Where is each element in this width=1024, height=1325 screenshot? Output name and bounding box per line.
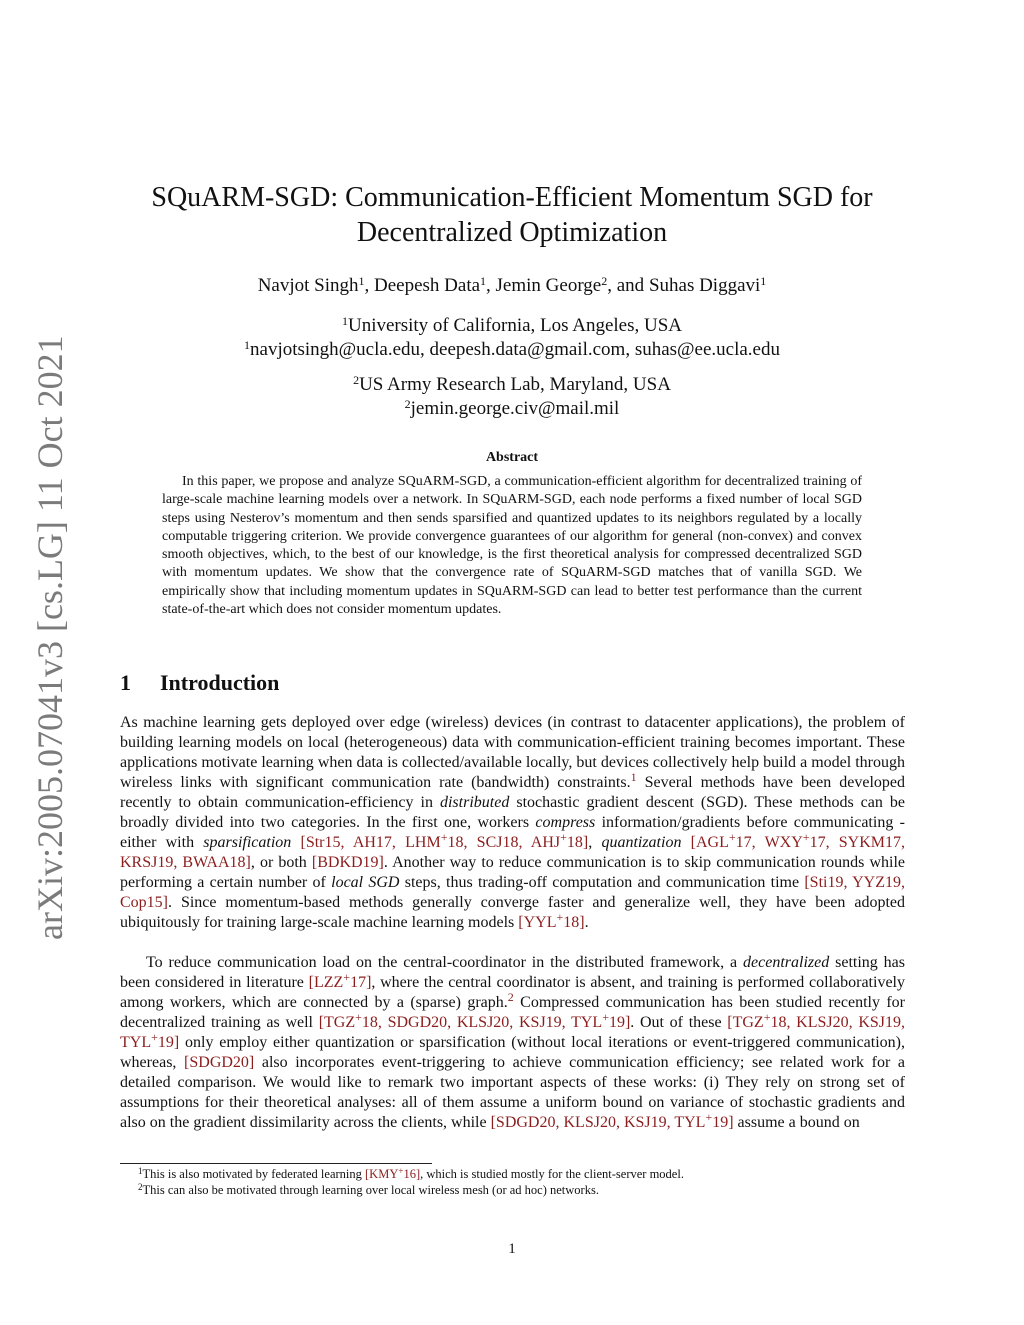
intro-paragraph-1 [120, 713, 905, 933]
affiliation-2 [100, 373, 924, 397]
body-text-run: , [588, 834, 602, 851]
author-affiliation-mark: 1 [760, 274, 767, 288]
citation-link[interactable]: 17] [350, 974, 372, 991]
author-name: Jemin George [495, 275, 602, 296]
affiliation-text: US Army Research Lab, Maryland, USA [359, 374, 671, 395]
citation-link[interactable]: + [556, 910, 564, 924]
citation-link[interactable]: 19] [157, 1034, 180, 1051]
author-name: Deepesh Data [374, 275, 481, 296]
footnote-2 [120, 1182, 905, 1198]
citation-link[interactable]: 17, WXY [735, 834, 803, 851]
citation-link[interactable]: 17, SYKM17, KRSJ19, BWAA18] [120, 834, 905, 871]
affiliation-mark: 1 [244, 338, 251, 352]
footnote-mark[interactable]: 1 [630, 770, 637, 784]
section-number: 1 [120, 670, 131, 695]
body-text-run: Compressed communication has been studied recently for decentralized training as well [120, 994, 905, 1031]
emphasis-text: sparsification [203, 834, 292, 851]
title-line-2: Decentralized Optimization [356, 217, 668, 248]
body-text-run: , or both [250, 854, 312, 871]
citation-link[interactable]: [SDGD20] [184, 1054, 255, 1071]
body-text-run: only employ either quantization or sparsification (without local iterations or event-triggered communication), whereas, [120, 1034, 905, 1071]
body-text-run: setting has been considered in literature [120, 954, 906, 991]
footnote-mark[interactable]: 2 [507, 990, 514, 1004]
emails-2 [100, 397, 924, 421]
footnote-mark: 2 [138, 1182, 143, 1192]
citation-link[interactable]: [AGL [690, 834, 729, 851]
paper-title [100, 180, 924, 250]
abstract-heading: Abstract [485, 450, 539, 465]
page-number: 1 [508, 1241, 516, 1257]
citation-link[interactable]: + [151, 1030, 158, 1044]
citation-link[interactable]: [LZZ [308, 974, 344, 991]
citation-link[interactable]: 18, KLSJ20, KSJ19, TYL [120, 1014, 905, 1051]
citation-link[interactable]: + [728, 830, 736, 844]
citation-link[interactable]: + [763, 1010, 771, 1024]
author-affiliation-mark: 1 [358, 274, 365, 288]
section-heading [120, 670, 279, 696]
affiliation-mark: 1 [341, 314, 348, 328]
body-text-run: , where the central coordinator is absent, and training is performed collaboratively among workers, which are connected by a (sparse) graph. [120, 974, 905, 1011]
arxiv-identifier-stamp: arXiv:2005.07041v3 [cs.LG] 11 Oct 2021 [30, 335, 70, 940]
citation-link[interactable]: [Str15, AH17, LHM [300, 834, 441, 851]
body-text-run: . Since momentum-based methods generally converge faster and generalize well, they have been adopted ubiquitously for training large-scale machine learning models [120, 894, 905, 931]
citation-link[interactable]: + [802, 830, 810, 844]
affiliation-text: University of California, Los Angeles, USA [347, 315, 683, 336]
body-text-run: , which is studied mostly for the client-server model. [420, 1167, 684, 1181]
title-line-1: SQuARM-SGD: Communication-Efficient Momentum SGD for [151, 182, 873, 213]
citation-link[interactable]: [SDGD20, KLSJ20, KSJ19, TYL [490, 1114, 706, 1131]
body-text-run [681, 834, 690, 851]
author-separator: , [486, 275, 496, 296]
author-name: Suhas Diggavi [648, 275, 761, 296]
body-text-run: This is also motivated by federated learning [142, 1167, 366, 1181]
emphasis-text: compress [535, 814, 596, 831]
body-text-run: . [584, 914, 589, 931]
section-title: Introduction [160, 670, 280, 695]
citation-link[interactable]: 18] [566, 834, 589, 851]
body-text-run: As machine learning gets deployed over edge (wireless) devices (in contrast to datacenter applications), the problem of building learning models on local (heterogeneous) data with communication-efficient training becomes important. These applications motivate learning when data is collected/available locally, but devices collectively help build a model through wireless links with significant communication rate (bandwidth) constraints. [120, 714, 905, 791]
emphasis-text: distributed [439, 794, 510, 811]
body-text-run: . Out of these [630, 1014, 728, 1031]
email-text: jemin.george.civ@mail.mil [410, 398, 620, 419]
citation-link[interactable]: + [560, 830, 567, 844]
author-separator: , [364, 275, 374, 296]
emphasis-text: quantization [601, 834, 682, 851]
author-affiliation-mark: 1 [480, 274, 487, 288]
emails-1 [100, 338, 924, 362]
body-text-run: This can also be motivated through learning over local wireless mesh (or ad hoc) networks. [142, 1183, 599, 1197]
citation-link[interactable]: 16] [403, 1167, 421, 1181]
body-text-run: Several methods have been developed recently to obtain communication-efficiency in [120, 774, 905, 811]
body-text-run [291, 834, 300, 851]
author-list [100, 274, 924, 298]
citation-link[interactable]: + [355, 1010, 362, 1024]
emphasis-text: local SGD [331, 874, 400, 891]
footnote-1 [120, 1166, 905, 1182]
citation-link[interactable]: [BDKD19] [311, 854, 384, 871]
citation-link[interactable]: 19] [712, 1114, 734, 1131]
citation-link[interactable]: [TGZ [318, 1014, 356, 1031]
body-text-run: steps, thus trading-off computation and communication time [399, 874, 805, 891]
citation-link[interactable]: [KMY [365, 1167, 399, 1181]
body-text-run: information/gradients before communicating - either with [120, 814, 905, 851]
affiliation-mark: 2 [404, 397, 411, 411]
intro-paragraph-2 [120, 953, 905, 1133]
author-separator: , and [607, 275, 649, 296]
citation-link[interactable]: 19] [608, 1014, 631, 1031]
body-text-run: . Another way to reduce communication is to skip communication rounds while performing a certain number of [120, 854, 905, 891]
citation-link[interactable]: 18, SDGD20, KLSJ20, KSJ19, TYL [361, 1014, 603, 1031]
affiliation-1 [100, 314, 924, 338]
footnote-rule [120, 1163, 432, 1164]
author-name: Navjot Singh [257, 275, 359, 296]
body-text-run: stochastic gradient descent (SGD). These methods can be broadly divided into two categories. In the first one, workers [120, 794, 905, 831]
affiliation-mark: 2 [353, 373, 360, 387]
footnote-mark: 1 [138, 1166, 143, 1176]
citation-link[interactable]: 18, SCJ18, AHJ [447, 834, 561, 851]
abstract-text: In this paper, we propose and analyze SQuARM-SGD, a communication-efficient algorithm for decentralized training of large-scale machine learning models over a network. In SQuARM-SGD, each node performs a fixed number of local SGD steps using Nesterov’s momentum and then sends sparsified and quantized updates to its neighbors regulated by a locally computable triggering criterion. We provide convergence guarantees of our algorithm for general (non-convex) and convex smooth objectives, which, to the best of our knowledge, is the first theoretical analysis for compressed decentralized SGD with momentum updates. We show that the convergence rate of SQuARM-SGD matches that of vanilla SGD. We empirically show that including momentum updates in SQuARM-SGD can lead to better test performance than the current state-of-the-art which does not consider momentum updates. [162, 474, 862, 618]
emphasis-text: decentralized [743, 954, 830, 971]
citation-link[interactable]: + [602, 1010, 609, 1024]
citation-link[interactable]: + [398, 1166, 404, 1176]
citation-link[interactable]: [YYL [518, 914, 557, 931]
author-affiliation-mark: 2 [601, 274, 608, 288]
body-text-run: assume a bound on [733, 1114, 860, 1131]
email-text: navjotsingh@ucla.edu, deepesh.data@gmail.com, suhas@ee.ucla.edu [250, 339, 780, 360]
citation-link[interactable]: 18] [563, 914, 585, 931]
body-text-run: To reduce communication load on the central-coordinator in the distributed framework, a [146, 954, 744, 971]
citation-link[interactable]: [Sti19, YYZ19, Cop15] [120, 874, 906, 911]
body-text-run: also incorporates event-triggering to achieve communication efficiency; see related work for a detailed comparison. We would like to remark two important aspects of these works: (i) They rely on strong set of assumptions for their theoretical analyses: all of them assume a uniform bound on variance of stochastic gradients and also on the gradient dissimilarity across the clients, while [120, 1054, 906, 1131]
citation-link[interactable]: + [440, 830, 448, 844]
citation-link[interactable]: [TGZ [727, 1014, 764, 1031]
citation-link[interactable]: + [705, 1110, 713, 1124]
citation-link[interactable]: + [343, 970, 351, 984]
